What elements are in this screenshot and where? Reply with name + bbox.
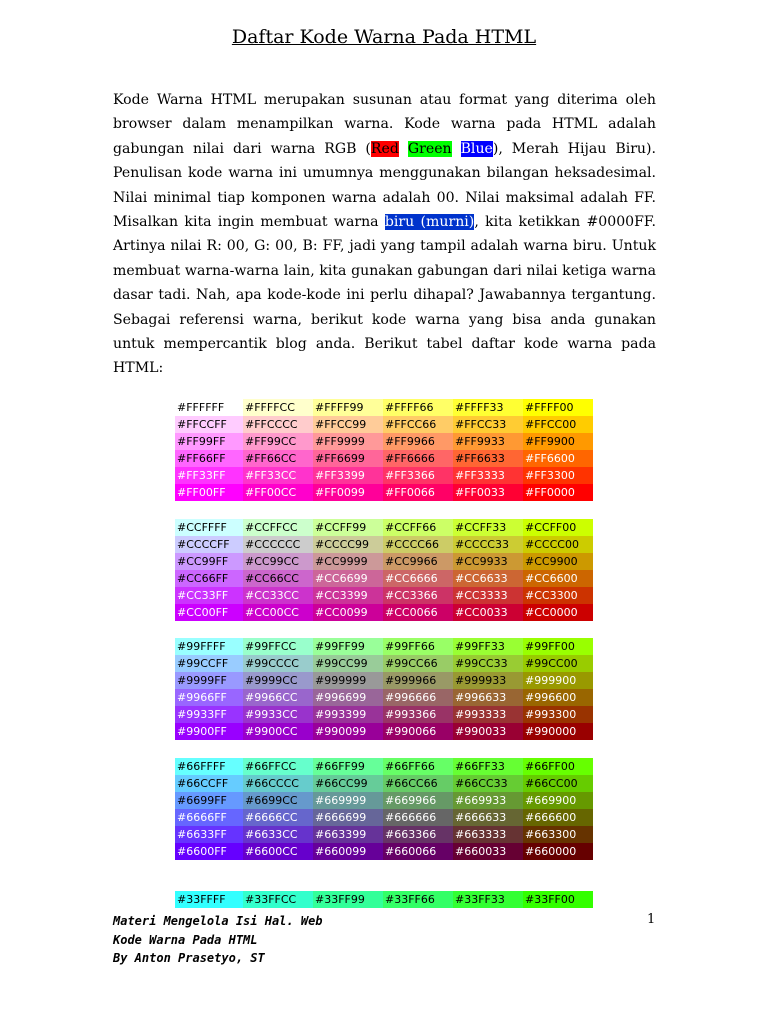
color-swatch-cell: #FF3300	[523, 467, 593, 484]
color-swatch-cell: #CC0033	[453, 604, 523, 621]
color-swatch-cell: #669933	[453, 792, 523, 809]
color-swatch-cell: #FFFF00	[523, 399, 593, 416]
color-swatch-cell: #FFFFFF	[175, 399, 243, 416]
color-swatch-cell: #993333	[453, 706, 523, 723]
color-swatch-cell: #FF0099	[313, 484, 383, 501]
table-row	[175, 891, 593, 908]
color-swatch-cell: #66CCCC	[243, 775, 313, 792]
color-swatch-cell: #FFFFCC	[243, 399, 313, 416]
color-swatch-cell: #CC0000	[523, 604, 593, 621]
color-swatch-cell: #FF9999	[313, 433, 383, 450]
color-swatch-cell: #FF6633	[453, 450, 523, 467]
table-row	[175, 809, 593, 826]
table-row	[175, 450, 593, 467]
color-swatch-cell: #99FFCC	[243, 638, 313, 655]
color-swatch-cell: #CCCC33	[453, 536, 523, 553]
color-swatch-cell: #9966FF	[175, 689, 243, 706]
color-swatch-cell: #99CC66	[383, 655, 453, 672]
color-swatch-cell: #FF00CC	[243, 484, 313, 501]
color-swatch-cell: #FF33CC	[243, 467, 313, 484]
color-swatch-cell: #FFCC33	[453, 416, 523, 433]
color-swatch-cell: #CC66CC	[243, 570, 313, 587]
color-table-ff	[175, 399, 593, 501]
color-table-33	[175, 891, 593, 908]
color-swatch-cell: #FF3333	[453, 467, 523, 484]
color-swatch-cell: #6666FF	[175, 809, 243, 826]
color-swatch-cell: #CCCC99	[313, 536, 383, 553]
color-swatch-cell: #666600	[523, 809, 593, 826]
color-swatch-cell: #9900FF	[175, 723, 243, 740]
color-swatch-cell: #CC3300	[523, 587, 593, 604]
color-swatch-cell: #993399	[313, 706, 383, 723]
color-swatch-cell: #99CC00	[523, 655, 593, 672]
color-swatch-cell: #CC00FF	[175, 604, 243, 621]
color-swatch-cell: #CC9933	[453, 553, 523, 570]
color-swatch-cell: #660000	[523, 843, 593, 860]
color-swatch-cell: #CCCCCC	[243, 536, 313, 553]
color-swatch-cell: #CC9900	[523, 553, 593, 570]
color-swatch-cell: #996666	[383, 689, 453, 706]
color-swatch-cell: #FF9900	[523, 433, 593, 450]
table-row	[175, 467, 593, 484]
color-swatch-cell: #6600CC	[243, 843, 313, 860]
color-swatch-cell: #66CC99	[313, 775, 383, 792]
table-row	[175, 433, 593, 450]
color-swatch-cell: #CC99CC	[243, 553, 313, 570]
color-swatch-cell: #33FFCC	[243, 891, 313, 908]
color-swatch-cell: #66FFCC	[243, 758, 313, 775]
color-swatch-cell: #CCCC66	[383, 536, 453, 553]
color-swatch-cell: #6666CC	[243, 809, 313, 826]
color-swatch-cell: #CC9966	[383, 553, 453, 570]
color-swatch-cell: #CC33CC	[243, 587, 313, 604]
color-swatch-cell: #33FF66	[383, 891, 453, 908]
color-swatch-cell: #FF6600	[523, 450, 593, 467]
color-swatch-cell: #996600	[523, 689, 593, 706]
color-swatch-cell: #33FF99	[313, 891, 383, 908]
color-swatch-cell: #660099	[313, 843, 383, 860]
color-swatch-cell: #CC33FF	[175, 587, 243, 604]
color-swatch-cell: #FFCCFF	[175, 416, 243, 433]
color-swatch-cell: #99FF00	[523, 638, 593, 655]
color-swatch-cell: #99CC99	[313, 655, 383, 672]
table-row	[175, 399, 593, 416]
intro-text-1: Kode Warna HTML merupakan susunan atau format yang diterima oleh browser dalam menampilkan warna. Kode warna pada HTML adalah gabungan nilai dari warna RGB (	[113, 92, 656, 157]
color-swatch-cell: #CC99FF	[175, 553, 243, 570]
table-row	[175, 587, 593, 604]
color-swatch-cell: #66CC00	[523, 775, 593, 792]
table-row	[175, 536, 593, 553]
color-swatch-cell: #663300	[523, 826, 593, 843]
color-swatch-cell: #663333	[453, 826, 523, 843]
page-title: Daftar Kode Warna Pada HTML	[231, 26, 537, 48]
color-swatch-cell: #FFFF66	[383, 399, 453, 416]
color-swatch-cell: #660066	[383, 843, 453, 860]
color-swatch-cell: #66FF99	[313, 758, 383, 775]
color-swatch-cell: #CC6600	[523, 570, 593, 587]
color-swatch-cell: #CCFF99	[313, 519, 383, 536]
color-swatch-cell: #CC3399	[313, 587, 383, 604]
color-swatch-cell: #993300	[523, 706, 593, 723]
color-swatch-cell: #FF6666	[383, 450, 453, 467]
color-swatch-cell: #FF00FF	[175, 484, 243, 501]
color-swatch-cell: #66CC33	[453, 775, 523, 792]
color-swatch-cell: #FF0033	[453, 484, 523, 501]
color-swatch-cell: #666633	[453, 809, 523, 826]
highlight-blue: Blue	[460, 140, 493, 157]
color-swatch-cell: #33FF33	[453, 891, 523, 908]
color-swatch-cell: #9933CC	[243, 706, 313, 723]
color-swatch-cell: #CC6666	[383, 570, 453, 587]
color-table-cc	[175, 519, 593, 621]
color-table-99	[175, 638, 593, 740]
color-swatch-cell: #FF3366	[383, 467, 453, 484]
color-swatch-cell: #99FFFF	[175, 638, 243, 655]
highlight-biru-murni: biru (murni)	[384, 214, 475, 231]
color-swatch-cell: #CC66FF	[175, 570, 243, 587]
color-swatch-cell: #FFCCCC	[243, 416, 313, 433]
color-swatch-cell: #CC6699	[313, 570, 383, 587]
color-swatch-cell: #669999	[313, 792, 383, 809]
color-swatch-cell: #990099	[313, 723, 383, 740]
color-swatch-cell: #CCFFFF	[175, 519, 243, 536]
table-row	[175, 843, 593, 860]
color-swatch-cell: #CCFF00	[523, 519, 593, 536]
color-swatch-cell: #CCFF33	[453, 519, 523, 536]
highlight-red: Red	[370, 140, 399, 157]
footer-line-course: Materi Mengelola Isi Hal. Web	[113, 914, 323, 928]
color-swatch-cell: #CC00CC	[243, 604, 313, 621]
color-swatch-cell: #33FFFF	[175, 891, 243, 908]
color-swatch-cell: #99FF99	[313, 638, 383, 655]
color-swatch-cell: #6633FF	[175, 826, 243, 843]
page-number: 1	[647, 912, 656, 927]
color-swatch-cell: #FFFF33	[453, 399, 523, 416]
color-swatch-cell: #9966CC	[243, 689, 313, 706]
table-row	[175, 826, 593, 843]
color-swatch-cell: #6699FF	[175, 792, 243, 809]
color-swatch-cell: #99CC33	[453, 655, 523, 672]
color-swatch-cell: #666699	[313, 809, 383, 826]
intro-paragraph	[113, 88, 656, 381]
intro-text-3: , kita ketikkan #0000FF. Artinya nilai R: 00, G: 00, B: FF, jadi yang tampil adalah warna biru. Untuk membuat warna-warna lain, kita gunakan gabungan dari nilai ketiga warna dasar tadi. Nah, apa kode-kode ini perlu dihapal? Jawabannya tergantung. Sebagai referensi warna, berikut kode warna yang bisa anda gunakan untuk mempercantik blog anda. Berikut tabel daftar kode warna pada HTML:	[113, 214, 656, 377]
color-swatch-cell: #FF99CC	[243, 433, 313, 450]
table-row	[175, 638, 593, 655]
color-swatch-cell: #9999FF	[175, 672, 243, 689]
color-swatch-cell: #6633CC	[243, 826, 313, 843]
color-swatch-cell: #990066	[383, 723, 453, 740]
color-swatch-cell: #66FF00	[523, 758, 593, 775]
table-row	[175, 792, 593, 809]
color-swatch-cell: #CC9999	[313, 553, 383, 570]
table-row	[175, 672, 593, 689]
highlight-green: Green	[407, 140, 452, 157]
intro-text-2: ), Merah Hijau Biru). Penulisan kode warna ini umumnya menggunakan bilangan heksadesimal. Nilai minimal tiap komponen warna adalah 00. Nilai maksimal adalah FF. Misalkan kita ingin membuat warna	[113, 140, 656, 231]
color-swatch-cell: #FF3399	[313, 467, 383, 484]
color-swatch-cell: #990033	[453, 723, 523, 740]
color-swatch-cell: #99CCFF	[175, 655, 243, 672]
color-swatch-cell: #99FF66	[383, 638, 453, 655]
table-row	[175, 689, 593, 706]
color-swatch-cell: #CC3366	[383, 587, 453, 604]
color-swatch-cell: #6699CC	[243, 792, 313, 809]
color-swatch-cell: #FF66FF	[175, 450, 243, 467]
color-table-66	[175, 758, 593, 860]
color-swatch-cell: #663399	[313, 826, 383, 843]
color-swatch-cell: #999999	[313, 672, 383, 689]
color-swatch-cell: #FF66CC	[243, 450, 313, 467]
color-swatch-cell: #CC0066	[383, 604, 453, 621]
color-swatch-cell: #FFCC66	[383, 416, 453, 433]
color-swatch-cell: #FF6699	[313, 450, 383, 467]
table-row	[175, 706, 593, 723]
color-swatch-cell: #990000	[523, 723, 593, 740]
color-swatch-cell: #33FF00	[523, 891, 593, 908]
color-swatch-cell: #660033	[453, 843, 523, 860]
table-row	[175, 416, 593, 433]
color-swatch-cell: #999933	[453, 672, 523, 689]
color-swatch-cell: #99CCCC	[243, 655, 313, 672]
color-swatch-cell: #CC3333	[453, 587, 523, 604]
table-row	[175, 519, 593, 536]
color-swatch-cell: #FF9966	[383, 433, 453, 450]
table-row	[175, 758, 593, 775]
color-swatch-cell: #CCCCFF	[175, 536, 243, 553]
table-row	[175, 723, 593, 740]
color-swatch-cell: #66CCFF	[175, 775, 243, 792]
color-swatch-cell: #9933FF	[175, 706, 243, 723]
color-swatch-cell: #CC0099	[313, 604, 383, 621]
footer-line-author: By Anton Prasetyo, ST	[113, 951, 265, 965]
table-row	[175, 655, 593, 672]
color-swatch-cell: #6600FF	[175, 843, 243, 860]
color-swatch-cell: #666666	[383, 809, 453, 826]
color-swatch-cell: #CCFFCC	[243, 519, 313, 536]
color-swatch-cell: #FFFF99	[313, 399, 383, 416]
table-row	[175, 570, 593, 587]
color-swatch-cell: #9900CC	[243, 723, 313, 740]
color-swatch-cell: #CCCC00	[523, 536, 593, 553]
color-swatch-cell: #66CC66	[383, 775, 453, 792]
color-swatch-cell: #FFCC00	[523, 416, 593, 433]
footer-line-topic: Kode Warna Pada HTML	[113, 932, 258, 947]
color-swatch-cell: #CCFF66	[383, 519, 453, 536]
color-swatch-cell: #663366	[383, 826, 453, 843]
color-swatch-cell: #993366	[383, 706, 453, 723]
color-swatch-cell: #FFCC99	[313, 416, 383, 433]
color-swatch-cell: #FF99FF	[175, 433, 243, 450]
color-swatch-cell: #669966	[383, 792, 453, 809]
color-swatch-cell: #99FF33	[453, 638, 523, 655]
color-swatch-cell: #66FF33	[453, 758, 523, 775]
color-swatch-cell: #66FF66	[383, 758, 453, 775]
color-swatch-cell: #CC6633	[453, 570, 523, 587]
table-row	[175, 775, 593, 792]
color-swatch-cell: #FF0000	[523, 484, 593, 501]
color-swatch-cell: #FF33FF	[175, 467, 243, 484]
table-row	[175, 604, 593, 621]
color-swatch-cell: #999900	[523, 672, 593, 689]
color-swatch-cell: #996633	[453, 689, 523, 706]
color-swatch-cell: #9999CC	[243, 672, 313, 689]
table-row	[175, 484, 593, 501]
color-swatch-cell: #FF9933	[453, 433, 523, 450]
color-swatch-cell: #669900	[523, 792, 593, 809]
footer	[113, 912, 323, 968]
color-swatch-cell: #996699	[313, 689, 383, 706]
color-swatch-cell: #66FFFF	[175, 758, 243, 775]
table-row	[175, 553, 593, 570]
color-swatch-cell: #FF0066	[383, 484, 453, 501]
color-swatch-cell: #999966	[383, 672, 453, 689]
